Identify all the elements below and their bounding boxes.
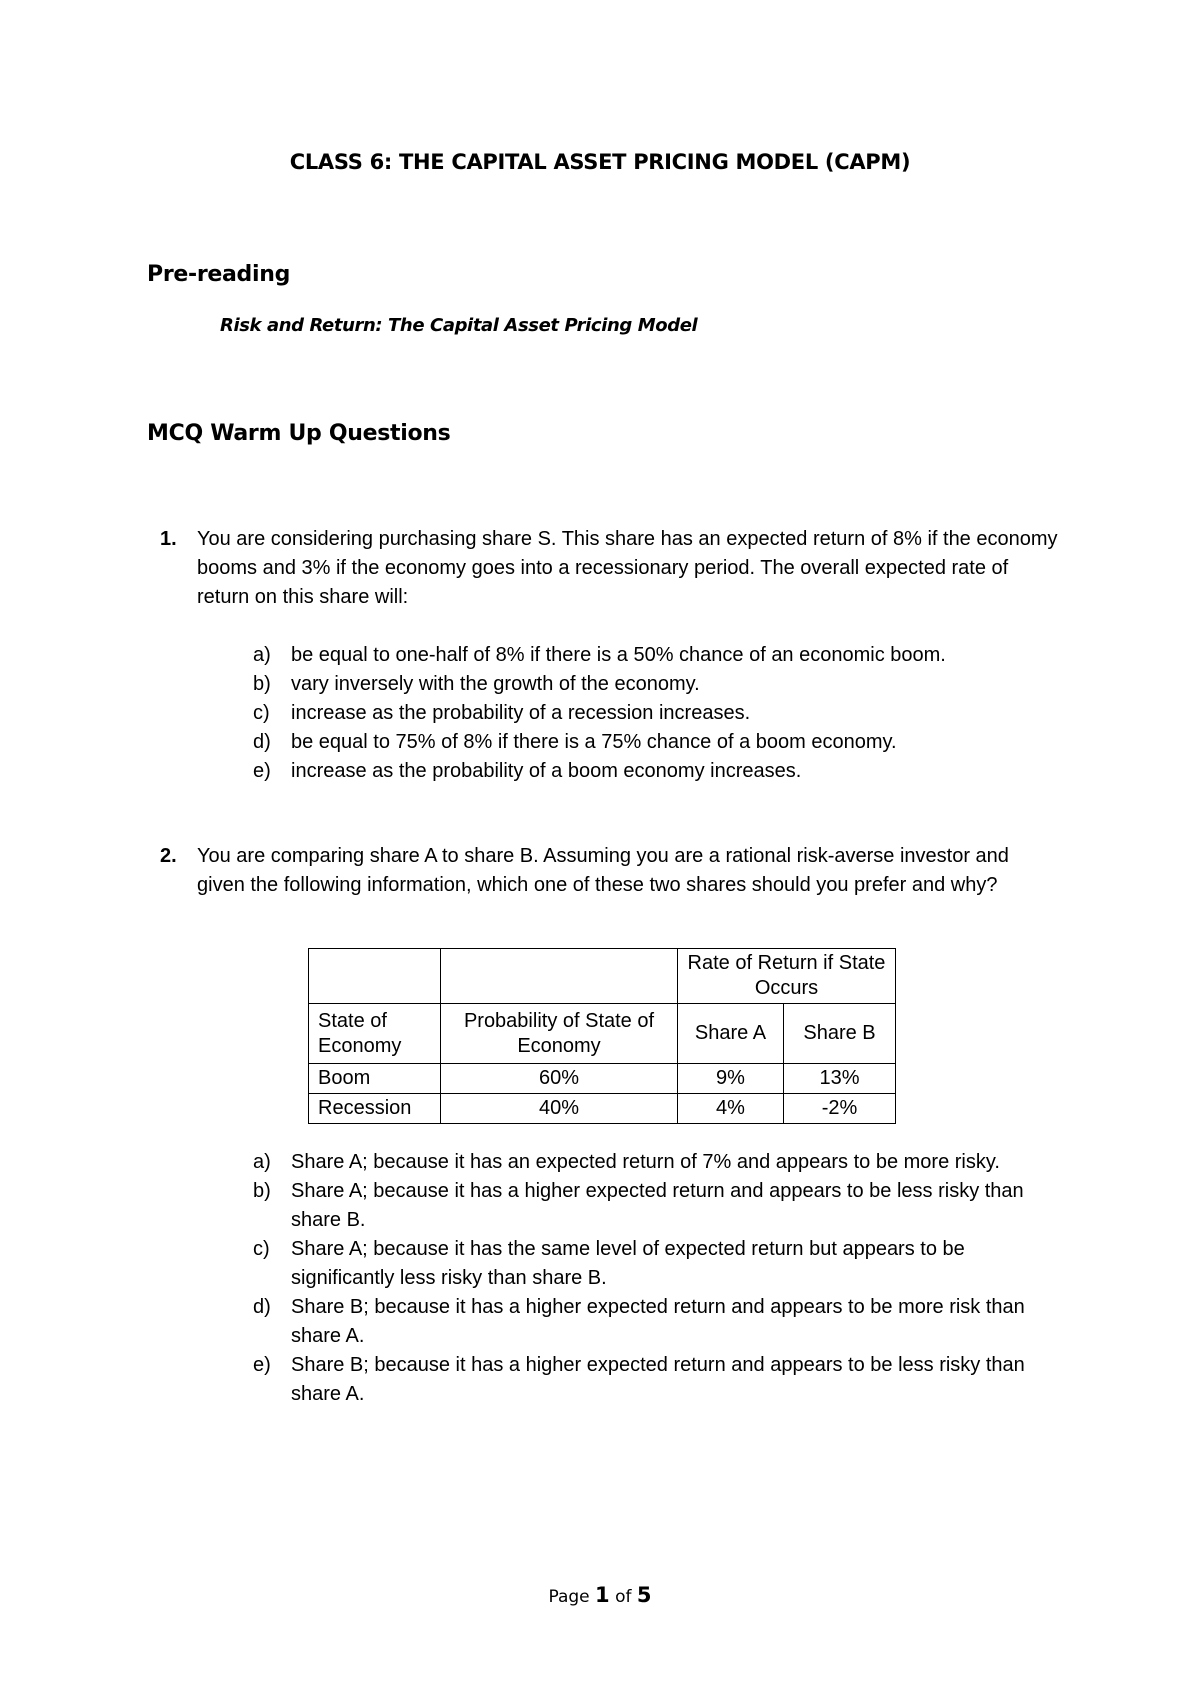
option-d: d) Share B; because it has a higher expected return and appears to be more risk than share A. xyxy=(253,1296,1025,1347)
cell-share-a: 9% xyxy=(678,1064,784,1094)
cell-probability: 60% xyxy=(441,1064,678,1094)
option-d: d) be equal to 75% of 8% if there is a 75% chance of a boom economy. xyxy=(253,731,897,753)
option-b: b) vary inversely with the growth of the economy. xyxy=(253,673,700,695)
mcq-heading: MCQ Warm Up Questions xyxy=(147,421,451,446)
footer-of: of xyxy=(615,1587,632,1607)
option-a: a) Share A; because it has an expected return of 7% and appears to be more risky. xyxy=(253,1151,1000,1173)
col-header-share-b: Share B xyxy=(784,1004,896,1064)
option-b: b) Share A; because it has a higher expected return and appears to be less risky than share B. xyxy=(253,1180,1024,1231)
cell-share-a: 4% xyxy=(678,1094,784,1124)
question-number: 1. xyxy=(160,528,177,550)
total-pages: 5 xyxy=(636,1583,652,1607)
returns-table xyxy=(308,948,896,1124)
option-e: e) Share B; because it has a higher expected return and appears to be less risky than share A. xyxy=(253,1354,1025,1405)
empty-cell xyxy=(309,949,441,1004)
col-header-probability: Probability of State of Economy xyxy=(441,1004,678,1064)
cell-state: Boom xyxy=(309,1064,441,1094)
cell-share-b: -2% xyxy=(784,1094,896,1124)
page-footer xyxy=(0,1583,1200,1607)
col-header-state: State of Economy xyxy=(309,1004,441,1064)
group-header: Rate of Return if State Occurs xyxy=(678,949,896,1004)
option-c: c) Share A; because it has the same level of expected return but appears to be significantly less risky than share B. xyxy=(253,1238,965,1289)
option-e: e) increase as the probability of a boom economy increases. xyxy=(253,760,802,782)
document-title: CLASS 6: THE CAPITAL ASSET PRICING MODEL (CAPM) xyxy=(289,150,911,174)
cell-state: Recession xyxy=(309,1094,441,1124)
question-2-options xyxy=(253,1148,1073,1409)
footer-prefix: Page xyxy=(548,1587,590,1607)
table-row xyxy=(309,1064,896,1094)
cell-share-b: 13% xyxy=(784,1064,896,1094)
prereading-item: Risk and Return: The Capital Asset Pricing Model xyxy=(220,315,698,336)
cell-probability: 40% xyxy=(441,1094,678,1124)
question-text: You are comparing share A to share B. Assuming you are a rational risk-averse investor and given the following information, which one of these two shares should you prefer and why? xyxy=(197,845,1009,896)
option-a: a) be equal to one-half of 8% if there is a 50% chance of an economic boom. xyxy=(253,644,946,666)
option-c: c) increase as the probability of a recession increases. xyxy=(253,702,751,724)
col-header-share-a: Share A xyxy=(678,1004,784,1064)
question-number: 2. xyxy=(160,845,177,867)
question-1-options xyxy=(253,641,1073,786)
current-page: 1 xyxy=(595,1583,610,1607)
table-row xyxy=(309,1094,896,1124)
empty-cell xyxy=(441,949,678,1004)
prereading-heading: Pre-reading xyxy=(147,262,291,287)
question-1 xyxy=(160,525,1060,612)
question-text: You are considering purchasing share S. This share has an expected return of 8% if the economy booms and 3% if the economy goes into a recessionary period. The overall expected rate of return on this share will: xyxy=(197,528,1058,608)
question-2 xyxy=(160,842,1060,900)
